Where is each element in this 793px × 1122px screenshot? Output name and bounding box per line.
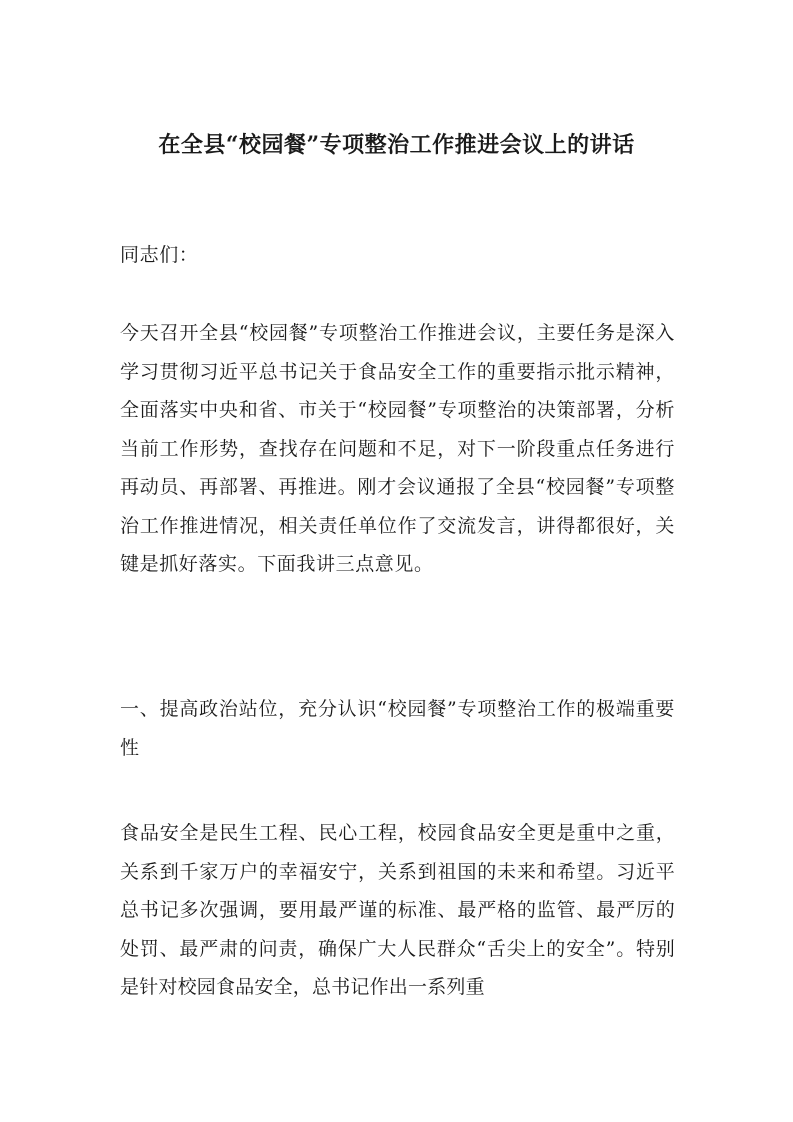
greeting: 同志们： [120,244,199,266]
document-title: 在全县“校园餐”专项整治工作推进会议上的讲话 [158,132,635,158]
paragraph-section-1: 食品安全是民生工程、民心工程，校园食品安全更是重中之重，关系到千家万户的幸福安宁，关系到祖国的未来和希望。习近平总书记多次强调，要用最严谨的标准、最严格的监管、最严厉的处罚、最严肃的问责，确保广大人民群众“舌尖上的安全”。特别是针对校园食品安全，总书记作出一系列重 [120,822,675,998]
section-heading-1: 一、提高政治站位，充分认识“校园餐”专项整治工作的极端重要性 [120,698,675,759]
paragraph-intro: 今天召开全县“校园餐”专项整治工作推进会议，主要任务是深入学习贯彻习近平总书记关于食品安全工作的重要指示批示精神，全面落实中央和省、市关于“校园餐”专项整治的决策部署，分析当前工作形势，查找存在问题和不足，对下一阶段重点任务进行再动员、再部署、再推进。刚才会议通报了全县“校园餐”专项整治工作推进情况，相关责任单位作了交流发言，讲得都很好，关键是抓好落实。下面我讲三点意见。 [120,322,675,575]
